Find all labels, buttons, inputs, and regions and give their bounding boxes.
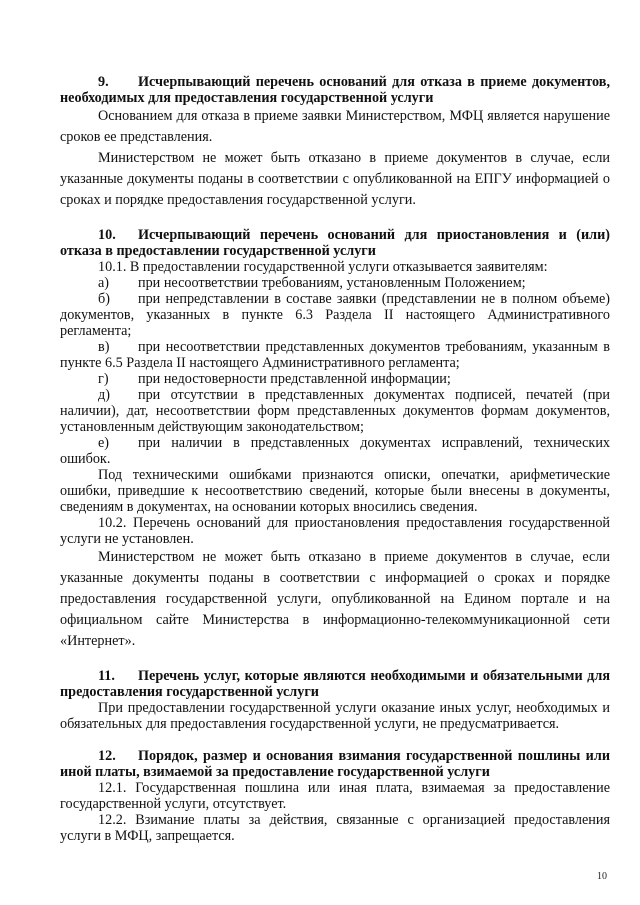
clause-12-1 bbox=[60, 780, 610, 812]
section-number: 11. bbox=[98, 668, 115, 684]
list-item-text: при непредставлении в составе заявки (представлении не в полном объеме) документов, указанных в пункте 6.3 Раздела II настоящего Административного регламента; bbox=[60, 291, 610, 339]
section-number: 9. bbox=[98, 74, 109, 90]
list-item-text: при недостоверности представленной информации; bbox=[138, 371, 451, 387]
section-10-heading bbox=[60, 227, 610, 259]
list-marker: д) bbox=[98, 387, 110, 403]
list-item bbox=[60, 371, 610, 387]
clause-12-2 bbox=[60, 812, 610, 844]
section-number: 10. bbox=[98, 227, 116, 243]
clause-text: Государственная пошлина или иная плата, взимаемая за предоставление государственной услуги, отсутствует. bbox=[60, 780, 611, 812]
clause-number: 12.2. bbox=[98, 812, 127, 828]
document-page bbox=[60, 74, 610, 844]
section-title: Перечень услуг, которые являются необходимыми и обязательными для предоставления государственной услуги bbox=[60, 668, 610, 700]
page-number: 10 bbox=[597, 871, 607, 882]
clause-10-2 bbox=[60, 515, 610, 547]
section-12-heading bbox=[60, 748, 610, 780]
list-item-text: при отсутствии в представленных документах подписей, печатей (при наличии), дат, несоответствии форм представленных документов формам документов, установленным действующим законодательством; bbox=[60, 387, 610, 435]
list-item-text: при несоответствии представленных документов требованиям, указанным в пункте 6.5 Раздела II настоящего Административного регламента; bbox=[60, 339, 610, 371]
paragraph: При предоставлении государственной услуги оказание иных услуг, необходимых и обязательных для предоставления государственной услуги, не предусматривается. bbox=[60, 700, 610, 732]
section-title: Исчерпывающий перечень оснований для приостановления и (или) отказа в предоставлении государственной услуги bbox=[60, 227, 610, 259]
clause-number: 12.1. bbox=[98, 780, 127, 796]
list-marker: в) bbox=[98, 339, 110, 355]
clause-text: Перечень оснований для приостановления предоставления государственной услуги не установлен. bbox=[60, 515, 611, 547]
list-item bbox=[60, 339, 610, 371]
list-item-text: при несоответствии требованиям, установленным Положением; bbox=[138, 275, 526, 291]
section-9-heading bbox=[60, 74, 610, 106]
clause-number: 10.1. bbox=[98, 259, 127, 275]
section-11-heading bbox=[60, 668, 610, 700]
paragraph: Основанием для отказа в приеме заявки Министерством, МФЦ является нарушение сроков ее представления. bbox=[60, 108, 610, 145]
clause-number: 10.2. bbox=[98, 515, 127, 531]
list-marker: б) bbox=[98, 291, 110, 307]
clause-text: Взимание платы за действия, связанные с организацией предоставления услуги в МФЦ, запрещается. bbox=[60, 812, 610, 844]
paragraph: Под техническими ошибками признаются описки, опечатки, арифметические ошибки, приведшие к несоответствию сведений, которые были внесены в документы, сведениям в документах, на основании которых вносились сведения. bbox=[60, 467, 610, 515]
section-number: 12. bbox=[98, 748, 116, 764]
paragraph: Министерством не может быть отказано в приеме документов в случае, если указанные документы поданы в соответствии с опубликованной на ЕПГУ информацией о сроках и порядке предоставления государственной услуги. bbox=[60, 150, 610, 208]
list-item bbox=[60, 435, 610, 467]
section-title: Порядок, размер и основания взимания государственной пошлины или иной платы, взимаемой за предоставление государственной услуги bbox=[60, 748, 610, 780]
clause-text: В предоставлении государственной услуги отказывается заявителям: bbox=[129, 259, 548, 275]
list-item-text: при наличии в представленных документах исправлений, технических ошибок. bbox=[60, 435, 610, 467]
list-item bbox=[60, 291, 610, 339]
clause-10-1 bbox=[60, 259, 610, 275]
list-item bbox=[60, 275, 610, 291]
list-item bbox=[60, 387, 610, 435]
paragraph: Министерством не может быть отказано в приеме документов в случае, если указанные документы поданы в соответствии с информацией о сроках и порядке предоставления государственной услуги, опубликованной на Едином портале и на официальном сайте Министерства в информационно-телекоммуникационной сети «Интернет». bbox=[60, 549, 610, 649]
list-marker: е) bbox=[98, 435, 110, 451]
list-marker: г) bbox=[98, 371, 109, 387]
list-marker: а) bbox=[98, 275, 110, 291]
section-title: Исчерпывающий перечень оснований для отказа в приеме документов, необходимых для предоставления государственной услуги bbox=[60, 74, 610, 106]
